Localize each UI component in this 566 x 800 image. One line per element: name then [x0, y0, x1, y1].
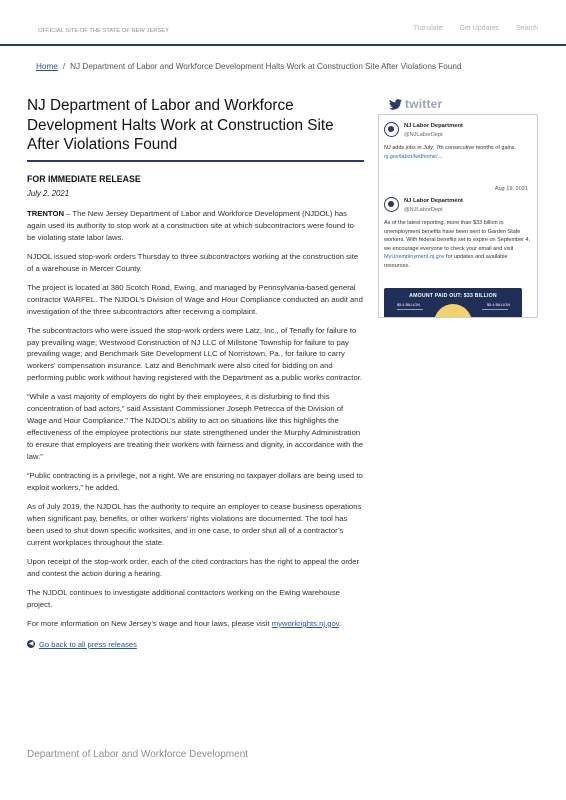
translate-link[interactable]: Translate	[413, 25, 443, 32]
back-to-press-releases-link[interactable]: Go back to all press releases	[39, 639, 137, 649]
breadcrumb-separator: /	[62, 62, 66, 71]
tweet-text-body: As of the latest reporting, more than $33 billion in unemployment benefits have been sent to Garden State workers. With federal benefits set to expire on September 4, we encourage everyone to check your email and visit	[384, 220, 531, 252]
paragraph: “While a vast majority of employers do right by their employees, it is disturbing to find this concentration of bad actors,” said Assistant Commissioner Joseph Petrecca of the Division of Wage and Hour Compliance.” The NJDOL’s ability to act on situations like this highlights the effectiveness of the employee protections our state strengthened under the Murphy Administration to ensure that employers are treating their workers with fairness and dignity, in accordance with the law.”	[27, 392, 364, 461]
top-bar	[0, 0, 566, 46]
infographic-callout-line	[482, 309, 508, 310]
tweet-link[interactable]: MyUnemployment.nj.gov	[384, 254, 445, 260]
search-link[interactable]: Search	[515, 25, 538, 32]
paragraph: The project is located at 380 Scotch Road, Ewing, and managed by Pennsylvania-based general contractor WARFEL. The NJDOL’s Division of Wage and Hour Compliance conducted an audit and investigation of the three subcontractors after receiving a complaint.	[27, 282, 363, 316]
paragraph	[27, 618, 364, 630]
tweet-author-handle[interactable]: @NJLaborDept	[404, 207, 443, 213]
infographic-callout-line	[397, 309, 423, 310]
tweet-text-body: for updates and available resources.	[384, 254, 508, 269]
tweet-author-name[interactable]: NJ Labor Department	[404, 198, 463, 204]
paragraph: Upon receipt of the stop-work order, each of the cited contractors has the right to appeal the order and contest the action during a hearing.	[27, 556, 360, 578]
paragraph	[27, 208, 364, 244]
page-title: NJ Department of Labor and Workforce Development Halts Work at Construction Site After Violations Found	[27, 96, 364, 162]
njdol-avatar[interactable]	[384, 197, 399, 212]
paragraph-text: – The New Jersey Department of Labor and Workforce Development (NJDOL) has again used its authority to stop work at a construction site at which subcontractors were found to be violating state labor laws.	[27, 208, 354, 242]
njdol-avatar[interactable]	[384, 122, 399, 137]
tweet-link[interactable]: nj.gov/labor/lwdhome/…	[384, 153, 444, 160]
twitter-timeline[interactable]	[378, 114, 538, 318]
paragraph: As of July 2019, the NJDOL has the authority to require an employer to cease business operations when significant pay, benefits, or other workers’ rights violations are documented. The tool has been used to shut down specific worksites, and in one case, to order shut all of a contractor’s current workplaces throughout the state.	[27, 501, 362, 547]
official-site-label: OFFICIAL SITE OF THE STATE OF NEW JERSEY	[38, 28, 169, 34]
myworkrights-link[interactable]: myworkrights.nj.gov	[271, 618, 340, 628]
infographic-label-right: $5.4 BILLION	[487, 303, 511, 307]
tweet-author-name[interactable]: NJ Labor Department	[404, 123, 463, 129]
article	[27, 96, 364, 649]
breadcrumb-current: NJ Department of Labor and Workforce Development Halts Work at Construction Site After Violations Found	[70, 62, 462, 71]
twitter-label: twitter	[405, 97, 443, 111]
twitter-bird-icon	[389, 99, 402, 110]
paragraph: NJDOL issued stop-work orders Thursday to three subcontractors working at the construction site of a warehouse in Mercer County.	[27, 251, 359, 273]
article-body	[27, 208, 364, 630]
tweet-text	[384, 219, 532, 270]
release-label: FOR IMMEDIATE RELEASE	[27, 173, 141, 184]
paragraph: The NJDOL continues to investigate additional contractors working on the Ewing warehouse project.	[27, 587, 340, 609]
paragraph: “Public contracting is a privilege, not a right. We are ensuring no taxpayer dollars are being used to exploit workers,” he added.	[27, 470, 363, 492]
tweet-text-body: NJ adds jobs in July; 7th consecutive months of gains.	[384, 145, 517, 151]
release-date: July 2, 2021	[27, 188, 70, 198]
infographic-label-left: $5.4 BILLION	[397, 303, 421, 307]
arrow-left-circle-icon[interactable]: ◀	[28, 641, 34, 648]
infographic-pie-graphic	[434, 304, 472, 318]
tweet-infographic-image[interactable]	[384, 288, 522, 318]
paragraph: The subcontractors who were issued the stop-work orders were Latz, Inc., of Tenafly for failure to pay prevailing wage; Westwood Construction of NJ LLC of Millstone Township for failure to pay prevailing wage; and Benchmark Site Development LLC of Norristown, Pa., for failure to carry workers’ compensation insurance. Latz and Benchmark were also cited for bidding on and performing public work without having registered with the Department as a public works contractor.	[27, 325, 362, 383]
paragraph-text: For more information on New Jersey’s wage and hour laws, please visit	[27, 618, 272, 628]
tweet-text	[384, 144, 532, 161]
top-nav	[414, 25, 538, 32]
footer-department-name: Department of Labor and Workforce Development	[27, 749, 249, 760]
dateline: TRENTON	[27, 208, 65, 218]
paragraph-text: .	[339, 618, 342, 628]
tweet-author-handle[interactable]: @NJLaborDept	[404, 132, 443, 138]
breadcrumb-home-link[interactable]: Home	[36, 62, 58, 71]
twitter-heading	[389, 97, 442, 111]
breadcrumb	[36, 62, 462, 71]
tweet-date[interactable]: Aug 19, 2021	[494, 186, 528, 192]
get-updates-link[interactable]: Get Updates	[459, 25, 499, 32]
infographic-title: AMOUNT PAID OUT: $33 BILLION	[409, 293, 497, 299]
back-link-row	[27, 640, 364, 649]
